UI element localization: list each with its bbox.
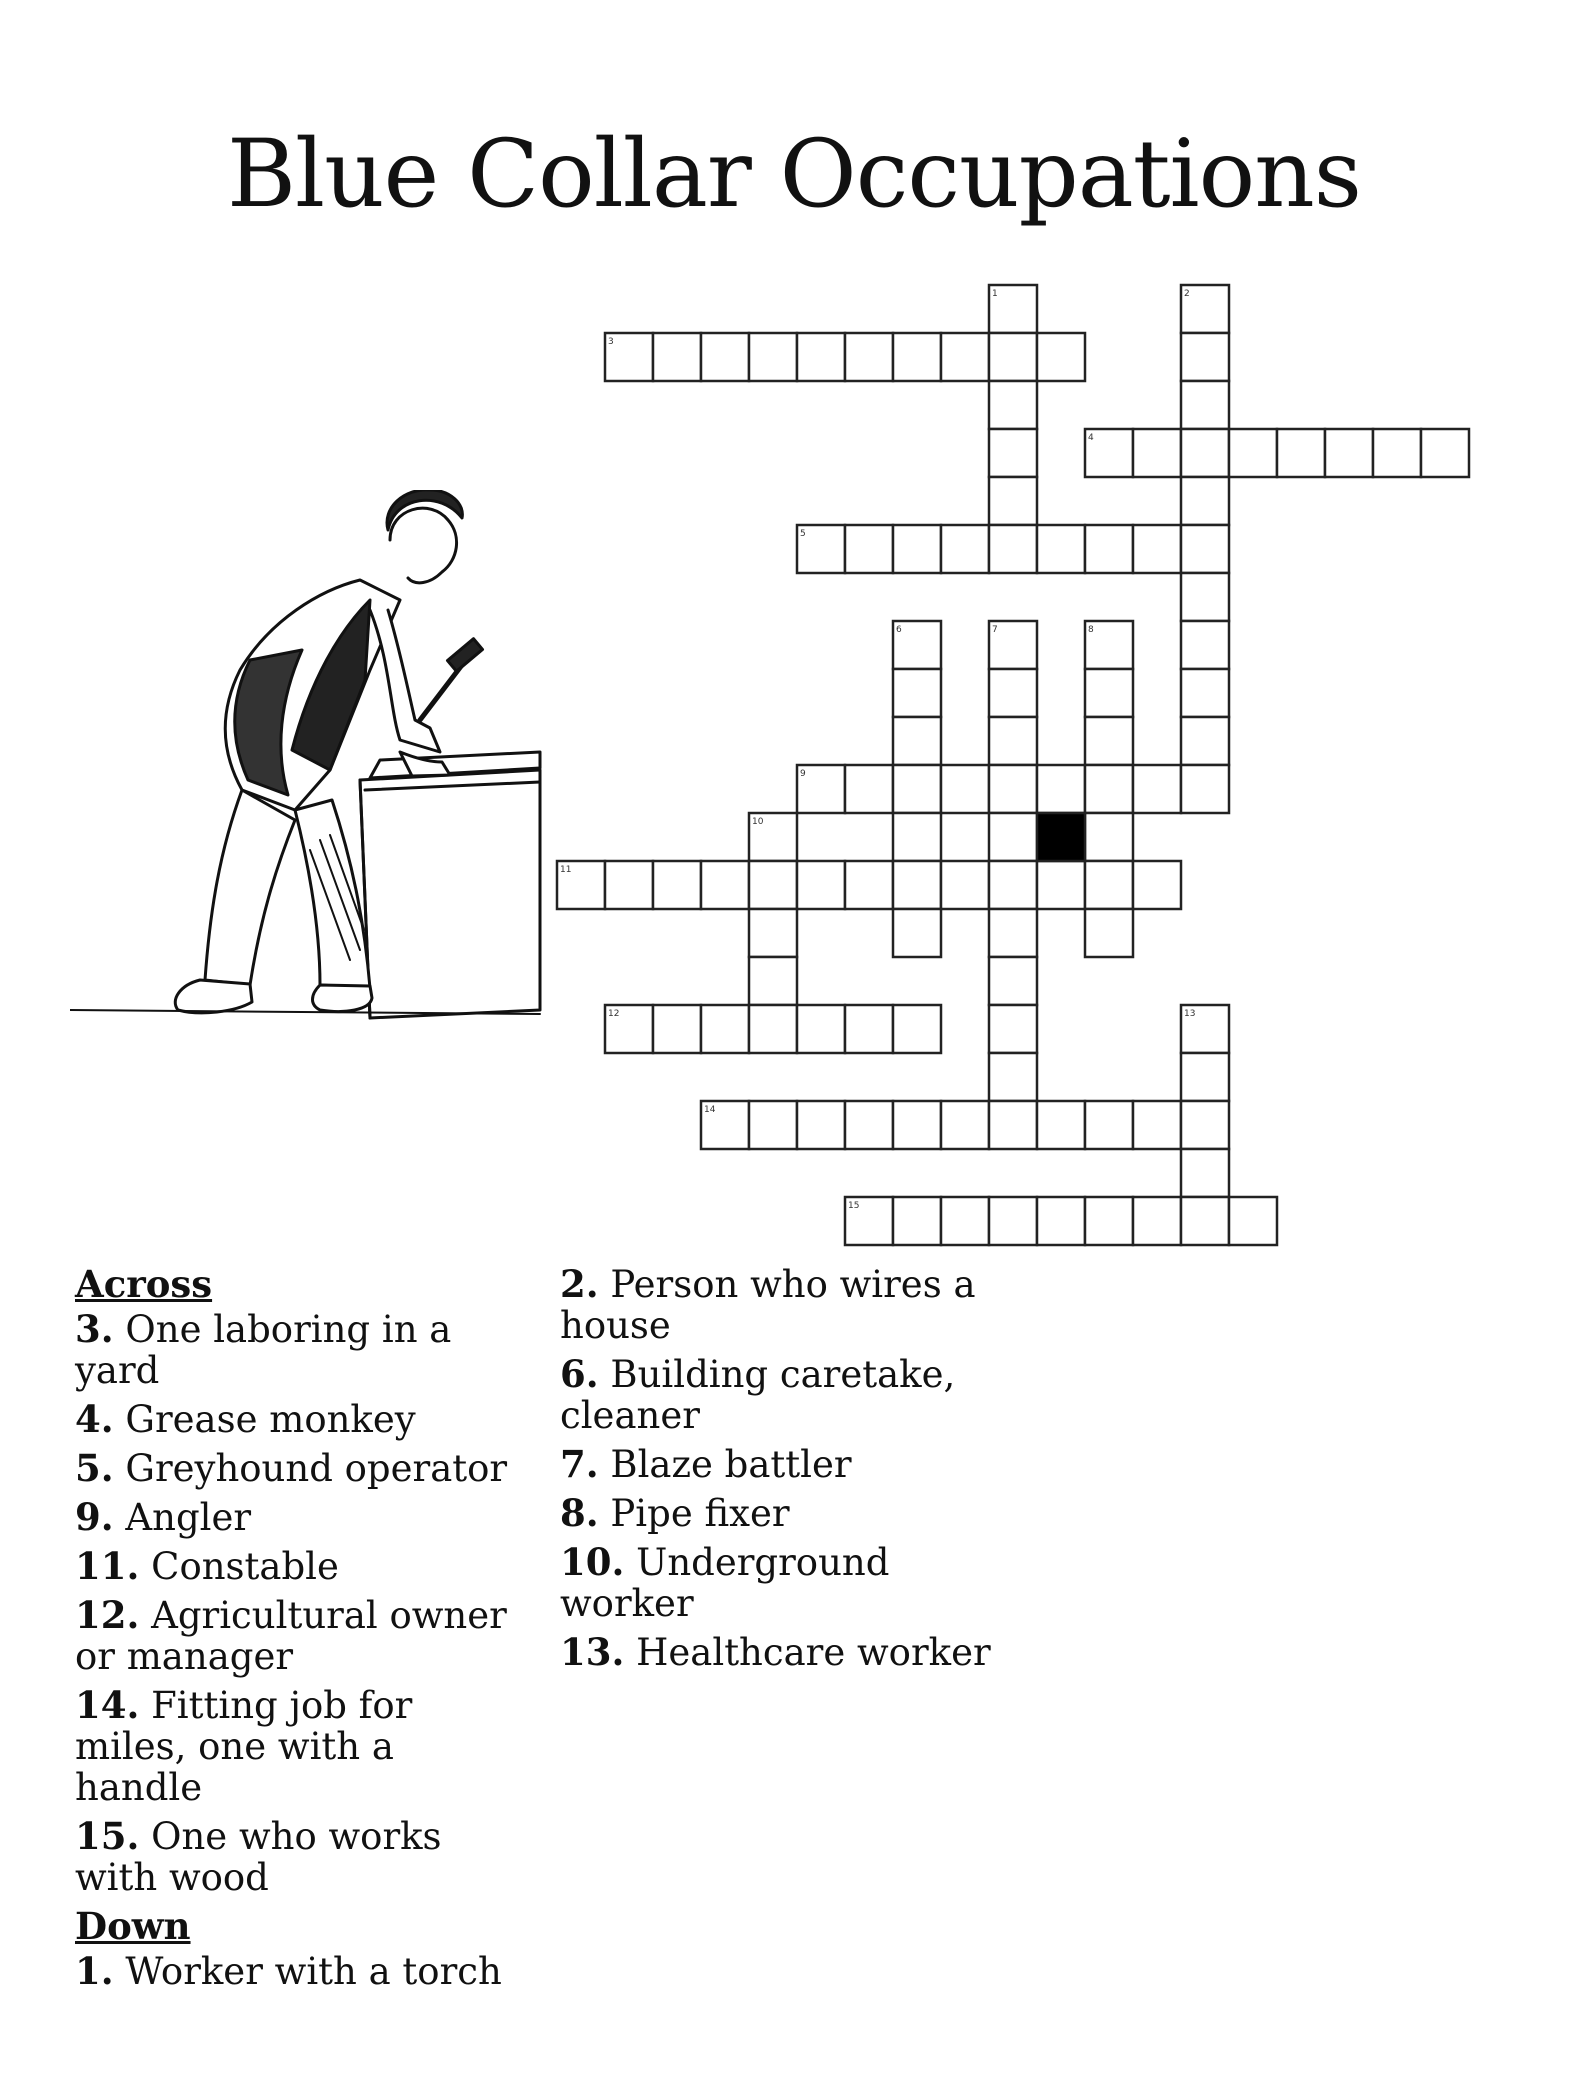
crossword-cell[interactable] <box>1037 861 1085 909</box>
clue-number-10: 10 <box>752 817 764 827</box>
crossword-cell[interactable] <box>1037 765 1085 813</box>
crossword-cell[interactable] <box>989 1053 1037 1101</box>
down-clue <box>560 1354 1010 1436</box>
crossword-cell[interactable] <box>989 813 1037 861</box>
crossword-cell[interactable] <box>1181 669 1229 717</box>
crossword-cell[interactable] <box>893 1197 941 1245</box>
crossword-cell[interactable] <box>1181 765 1229 813</box>
page-title: Blue Collar Occupations <box>226 120 1361 229</box>
crossword-cell[interactable] <box>989 717 1037 765</box>
clue-text: One who works with wood <box>75 1815 442 1899</box>
crossword-cell[interactable] <box>893 669 941 717</box>
across-clue <box>75 1595 525 1677</box>
clue-number-3: 3 <box>608 337 614 347</box>
crossword-cell[interactable] <box>893 525 941 573</box>
crossword-cell[interactable] <box>1181 1101 1229 1149</box>
clue-number: 11. <box>75 1544 140 1588</box>
crossword-cell[interactable] <box>1373 429 1421 477</box>
crossword-cell[interactable] <box>941 765 989 813</box>
clue-text: Blaze battler <box>598 1443 852 1486</box>
crossword-cell[interactable] <box>1037 525 1085 573</box>
crossword-cell[interactable] <box>1085 813 1133 861</box>
clue-number: 9. <box>75 1495 114 1539</box>
crossword-cell[interactable] <box>893 1005 941 1053</box>
across-clue <box>75 1497 525 1538</box>
crossword-cell[interactable] <box>1181 429 1229 477</box>
crossword-cell[interactable] <box>989 477 1037 525</box>
crossword-cell[interactable] <box>1085 1197 1133 1245</box>
crossword-cell[interactable] <box>1085 765 1133 813</box>
crossword-cell[interactable] <box>1229 1197 1277 1245</box>
clue-text: Healthcare worker <box>624 1631 991 1674</box>
crossword-cell[interactable] <box>605 861 653 909</box>
crossword-cell[interactable] <box>989 669 1037 717</box>
crossword-cell[interactable] <box>893 765 941 813</box>
crossword-cell[interactable] <box>1037 1197 1085 1245</box>
crossword-cell[interactable] <box>941 333 989 381</box>
crossword-cell[interactable] <box>989 1101 1037 1149</box>
clue-number-12: 12 <box>608 1009 620 1019</box>
crossword-cell[interactable] <box>797 1005 845 1053</box>
crossword-cell[interactable] <box>797 333 845 381</box>
crossword-cell[interactable] <box>1133 429 1181 477</box>
crossword-cell[interactable] <box>1181 621 1229 669</box>
crossword-cell[interactable] <box>1325 429 1373 477</box>
clue-number-7: 7 <box>992 625 998 635</box>
across-clue <box>75 1685 525 1808</box>
clue-number: 8. <box>560 1491 599 1535</box>
crossword-cell[interactable] <box>1181 381 1229 429</box>
clue-number-2: 2 <box>1184 289 1190 299</box>
crossword-cell[interactable] <box>1133 861 1181 909</box>
clue-number-8: 8 <box>1088 625 1094 635</box>
crossword-cell[interactable] <box>941 525 989 573</box>
crossword-cell[interactable] <box>749 1101 797 1149</box>
down-clue <box>560 1493 1010 1534</box>
clue-number-5: 5 <box>800 529 806 539</box>
crossword-cell[interactable] <box>1181 1053 1229 1101</box>
down-clue-list-continued <box>560 1264 1010 1673</box>
crossword-cell[interactable] <box>749 1005 797 1053</box>
crossword-cell[interactable] <box>749 861 797 909</box>
crossword-cell[interactable] <box>893 717 941 765</box>
crossword-cell[interactable] <box>989 1197 1037 1245</box>
crossword-cell[interactable] <box>1181 1149 1229 1197</box>
clue-text: One laboring in a yard <box>75 1308 452 1392</box>
clue-number-9: 9 <box>800 769 806 779</box>
crossword-cell[interactable] <box>1085 669 1133 717</box>
across-heading: Across <box>75 1262 213 1306</box>
crossword-cell[interactable] <box>1085 861 1133 909</box>
crossword-cell[interactable] <box>1085 909 1133 957</box>
clues-right-column <box>560 1264 1010 1681</box>
down-heading: Down <box>75 1904 191 1948</box>
crossword-cell[interactable] <box>701 1005 749 1053</box>
crossword-cell[interactable] <box>989 525 1037 573</box>
down-clue <box>560 1444 1010 1485</box>
crossword-cell[interactable] <box>797 1101 845 1149</box>
crossword-cell[interactable] <box>989 957 1037 1005</box>
crossword-cell[interactable] <box>989 381 1037 429</box>
crossword-cell[interactable] <box>1085 525 1133 573</box>
crossword-cell[interactable] <box>845 525 893 573</box>
crossword-cell[interactable] <box>749 957 797 1005</box>
crossword-cell[interactable] <box>893 1101 941 1149</box>
clue-number: 2. <box>560 1262 599 1306</box>
clue-number-6: 6 <box>896 625 902 635</box>
crossword-cell[interactable] <box>653 1005 701 1053</box>
clue-number: 6. <box>560 1352 599 1396</box>
across-clue <box>75 1816 525 1898</box>
crossword-cell[interactable] <box>989 765 1037 813</box>
crossword-cell[interactable] <box>989 861 1037 909</box>
clue-number: 3. <box>75 1307 114 1351</box>
clue-text: Angler <box>113 1496 252 1539</box>
crossword-cell[interactable] <box>1085 717 1133 765</box>
crossword-cell[interactable] <box>749 333 797 381</box>
clue-text: Constable <box>139 1545 339 1588</box>
crossword-cell[interactable] <box>1229 429 1277 477</box>
crossword-cell[interactable] <box>1037 1101 1085 1149</box>
clue-number: 7. <box>560 1442 599 1486</box>
clue-number: 4. <box>75 1397 114 1441</box>
clue-number-13: 13 <box>1184 1009 1196 1019</box>
crossword-cell[interactable] <box>893 909 941 957</box>
crossword-cell[interactable] <box>989 1005 1037 1053</box>
crossword-cell[interactable] <box>845 765 893 813</box>
blocked-cell <box>1037 813 1085 861</box>
clue-number: 1. <box>75 1949 114 1993</box>
down-clue <box>75 1951 525 1992</box>
crossword-cell[interactable] <box>653 861 701 909</box>
across-clue <box>75 1448 525 1489</box>
clue-number: 12. <box>75 1593 140 1637</box>
crossword-cell[interactable] <box>845 861 893 909</box>
crossword-cell[interactable] <box>893 813 941 861</box>
down-clue <box>560 1264 1010 1346</box>
crossword-cell[interactable] <box>701 333 749 381</box>
crossword-cell[interactable] <box>749 909 797 957</box>
clue-text: Person who wires a house <box>560 1263 976 1347</box>
clue-text: Building caretake, cleaner <box>560 1353 956 1437</box>
clue-text: Underground worker <box>560 1541 890 1625</box>
crossword-cell[interactable] <box>1085 1101 1133 1149</box>
clue-number: 13. <box>560 1630 625 1674</box>
clue-text: Worker with a torch <box>113 1950 502 1993</box>
crossword-cell[interactable] <box>1181 525 1229 573</box>
crossword-cell[interactable] <box>941 1101 989 1149</box>
crossword-cell[interactable] <box>1181 477 1229 525</box>
crossword-cell[interactable] <box>797 861 845 909</box>
clue-number: 5. <box>75 1446 114 1490</box>
crossword-cell[interactable] <box>845 1101 893 1149</box>
crossword-cell[interactable] <box>1277 429 1325 477</box>
clue-number-15: 15 <box>848 1201 860 1211</box>
crossword-cell[interactable] <box>1421 429 1469 477</box>
clue-number-14: 14 <box>704 1105 716 1115</box>
crossword-cell[interactable] <box>1133 525 1181 573</box>
down-clue <box>560 1632 1010 1673</box>
clue-text: Fitting job for miles, one with a handle <box>75 1684 413 1809</box>
crossword-cell[interactable] <box>653 333 701 381</box>
clue-number-1: 1 <box>992 289 998 299</box>
crossword-cell[interactable] <box>941 1197 989 1245</box>
crossword-cell[interactable] <box>1181 717 1229 765</box>
crossword-cell[interactable] <box>1133 765 1181 813</box>
crossword-cell[interactable] <box>893 333 941 381</box>
crossword-cell[interactable] <box>989 333 1037 381</box>
clue-number: 10. <box>560 1540 625 1584</box>
clue-text: Greyhound operator <box>113 1447 508 1490</box>
crossword-cell[interactable] <box>1181 1197 1229 1245</box>
clue-text: Pipe fixer <box>598 1492 790 1535</box>
crossword-cell[interactable] <box>1181 573 1229 621</box>
crossword-cell[interactable] <box>989 909 1037 957</box>
down-clue <box>560 1542 1010 1624</box>
across-clue <box>75 1309 525 1391</box>
crossword-cell[interactable] <box>989 429 1037 477</box>
across-clue <box>75 1546 525 1587</box>
crossword-cell[interactable] <box>1037 333 1085 381</box>
clues-left-column <box>75 1264 525 2000</box>
crossword-cell[interactable] <box>701 861 749 909</box>
crossword-cell[interactable] <box>941 861 989 909</box>
crossword-cell[interactable] <box>845 1005 893 1053</box>
clue-text: Agricultural owner or manager <box>75 1594 507 1678</box>
across-clue-list <box>75 1309 525 1898</box>
across-clue <box>75 1399 525 1440</box>
clue-number: 15. <box>75 1814 140 1858</box>
down-clue-list <box>75 1951 525 1992</box>
clue-number: 14. <box>75 1683 140 1727</box>
crossword-cell[interactable] <box>893 861 941 909</box>
crossword-cell[interactable] <box>1133 1197 1181 1245</box>
crossword-cell[interactable] <box>1181 333 1229 381</box>
crossword-cell[interactable] <box>845 333 893 381</box>
clue-number-11: 11 <box>560 865 572 875</box>
clue-number-4: 4 <box>1088 433 1094 443</box>
clue-text: Grease monkey <box>113 1398 416 1441</box>
crossword-cell[interactable] <box>1133 1101 1181 1149</box>
